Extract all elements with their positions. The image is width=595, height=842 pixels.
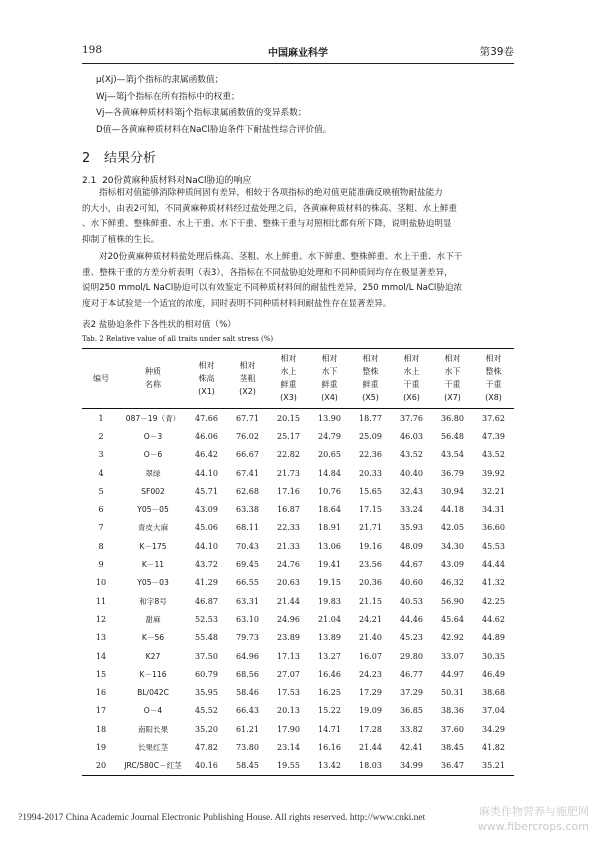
table-cell: 19.41 <box>318 560 341 570</box>
table-cell: 36.80 <box>441 413 464 423</box>
column-header: 相对 茎粗 (X2) <box>239 360 256 396</box>
table-cell: 43.09 <box>441 560 464 570</box>
table-cell: 29.80 <box>400 651 423 661</box>
table-cell: 44.10 <box>195 468 218 478</box>
running-header <box>82 44 514 60</box>
table-row <box>82 610 514 628</box>
table-cell: 24.23 <box>359 669 382 679</box>
table-cell: K27 <box>145 651 161 661</box>
table-cell: 38.68 <box>482 688 505 698</box>
table-row <box>82 482 514 500</box>
table-cell: 79.73 <box>236 633 259 643</box>
table-row <box>82 702 514 720</box>
paragraph-line: 抑制了植株的生长。 <box>82 234 160 245</box>
table-cell: 60.79 <box>195 669 218 679</box>
column-header: 相对 整株 干重 (X8) <box>485 354 502 402</box>
table-row <box>82 757 514 776</box>
journal-title: 中国麻业科学 <box>268 48 328 59</box>
table-row <box>82 555 514 573</box>
table-cell: 20.15 <box>277 413 300 423</box>
table-cell: 45.06 <box>195 523 218 533</box>
subsection-number: 2.1 <box>82 176 97 186</box>
table-cell: 45.64 <box>441 614 464 624</box>
table-cell: 62.68 <box>236 486 259 496</box>
table-cell: 37.50 <box>195 651 218 661</box>
column-header: 种质 名称 <box>145 367 161 389</box>
table-cell: 19.83 <box>318 596 341 606</box>
relative-values-table <box>82 348 514 776</box>
table-cell: 40.60 <box>400 578 423 588</box>
table-cell: JRC/580C－红茎 <box>124 761 182 771</box>
watermark-line: www.fibercrops.com <box>477 820 589 833</box>
table-cell: 3 <box>98 450 104 460</box>
table-cell: 44.46 <box>400 614 423 624</box>
table-cell: 087－19（青） <box>125 413 181 423</box>
table-cell: 50.31 <box>441 688 464 698</box>
table-cell: 42.05 <box>441 523 464 533</box>
volume-label: 第39卷 <box>479 46 514 58</box>
table-cell: 42.25 <box>482 596 505 606</box>
section-number: 2 <box>82 151 91 166</box>
table-cell: 17.28 <box>359 724 382 734</box>
paragraph-line: 的大小，由表2可知，不同黄麻种质材料经过盐处理之后，各黄麻种质材料的株高、茎粗、水上鲜重 <box>82 203 458 214</box>
table-cell: 46.42 <box>195 450 218 460</box>
table-cell: 16.25 <box>318 688 341 698</box>
table-row <box>82 629 514 647</box>
table-row <box>82 738 514 756</box>
table-cell: 36.85 <box>400 706 423 716</box>
table-cell: 34.29 <box>482 724 505 734</box>
table-cell: 67.41 <box>236 468 259 478</box>
table-row <box>82 683 514 701</box>
table-cell: 40.40 <box>400 468 423 478</box>
table-cell: 46.06 <box>195 431 218 441</box>
table-cell: 41.82 <box>482 742 505 752</box>
table-cell: 42.41 <box>400 742 423 752</box>
table-cell: 37.76 <box>400 413 423 423</box>
paragraph-line: 指标相对值能够消除种质间固有差异，相较于各项指标的绝对值更能准确反映植物耐盐能力 <box>99 188 443 198</box>
table-cell: 43.52 <box>482 450 505 460</box>
table-cell: 21.04 <box>318 614 341 624</box>
table-cell: 19.15 <box>318 578 341 588</box>
table-caption-en: Tab. 2 Relative value of all traits under salt stress (%) <box>82 335 274 343</box>
table-cell: 32.43 <box>400 486 423 496</box>
table-cell: 21.33 <box>277 541 300 551</box>
table-cell: 37.29 <box>400 688 423 698</box>
table-row <box>82 427 514 445</box>
column-header: 相对 株高 (X1) <box>198 360 215 396</box>
table-row <box>82 647 514 665</box>
table-cell: 70.43 <box>236 541 259 551</box>
table-cell: 46.32 <box>441 578 464 588</box>
table-cell: 23.56 <box>359 560 382 570</box>
table-row <box>82 592 514 610</box>
section-title: 结果分析 <box>104 151 157 166</box>
table-cell: 10 <box>95 578 107 588</box>
table-cell: 45.53 <box>482 541 505 551</box>
table-cell: 42.92 <box>441 633 464 643</box>
column-header: 相对 水上 干重 (X6) <box>403 354 420 402</box>
table-cell: 27.07 <box>277 669 300 679</box>
table-cell: 21.40 <box>359 633 382 643</box>
table-cell: 61.21 <box>236 724 259 734</box>
table-cell: 15 <box>95 669 107 679</box>
paragraph-line: 度对于本试验是一个适宜的浓度，同时表明不同种质材料间耐盐性存在显著差异。 <box>82 298 392 309</box>
table-row <box>82 574 514 592</box>
table-cell: 青皮大麻 <box>137 523 169 533</box>
table-cell: SF002 <box>141 486 165 496</box>
table-row <box>82 720 514 738</box>
table-cell: 38.36 <box>441 706 464 716</box>
table-cell: 20 <box>95 761 107 771</box>
table-cell: 19 <box>95 742 107 752</box>
table-cell: 甜麻 <box>145 614 161 624</box>
table-cell: 44.10 <box>195 541 218 551</box>
table-cell: 13.42 <box>318 761 341 771</box>
table-cell: 21.44 <box>277 596 300 606</box>
table-cell: 63.38 <box>236 505 259 515</box>
table-cell: 17.13 <box>277 651 300 661</box>
subsection-title: 20份黄麻种质材料对NaCl胁迫的响应 <box>102 176 252 186</box>
table-cell: 45.52 <box>195 706 218 716</box>
table-cell: 17.53 <box>277 688 300 698</box>
table-cell: 44.18 <box>441 505 464 515</box>
table-cell: 25.09 <box>359 431 382 441</box>
table-cell: 64.96 <box>236 651 259 661</box>
table-cell: 19.09 <box>359 706 382 716</box>
table-body <box>82 409 514 776</box>
table-cell: 17.90 <box>277 724 300 734</box>
table-cell: 34.30 <box>441 541 464 551</box>
table-cell: 20.65 <box>318 450 341 460</box>
table-cell: 63.31 <box>236 596 259 606</box>
table-cell: 16.87 <box>277 505 300 515</box>
table-cell: 1 <box>98 413 104 423</box>
table-cell: 18.64 <box>318 505 341 515</box>
table-cell: 21.15 <box>359 596 382 606</box>
table-cell: 33.24 <box>400 505 423 515</box>
table-row <box>82 537 514 555</box>
definition-line: μ(Xj)—第j个指标的隶属函数值； <box>96 75 224 85</box>
table-cell: 56.90 <box>441 596 464 606</box>
table-cell: 40.16 <box>195 761 218 771</box>
table-cell: 73.80 <box>236 742 259 752</box>
table-cell: 47.82 <box>195 742 218 752</box>
table-cell: 23.14 <box>277 742 300 752</box>
table-cell: 66.43 <box>236 706 259 716</box>
table-cell: 13.89 <box>318 633 341 643</box>
table-cell: 18.03 <box>359 761 382 771</box>
table-cell: 18.91 <box>318 523 341 533</box>
table-cell: 22.33 <box>277 523 300 533</box>
table-cell: 23.89 <box>277 633 300 643</box>
table-cell: 68.11 <box>236 523 259 533</box>
table-cell: 46.03 <box>400 431 423 441</box>
table-cell: 11 <box>95 596 107 606</box>
table-cell: 17.29 <box>359 688 382 698</box>
table-header-row <box>82 349 514 409</box>
definition-line: D值—各黄麻种质材料在NaCl胁迫条件下耐盐性综合评价值。 <box>96 124 332 135</box>
table-cell: K－11 <box>141 560 165 570</box>
table-cell: 17 <box>95 706 107 716</box>
page-number: 198 <box>82 44 103 56</box>
table-cell: 56.48 <box>441 431 464 441</box>
table-cell: O－6 <box>143 450 163 460</box>
paragraph-1 <box>82 186 514 248</box>
table-cell: 6 <box>98 505 104 515</box>
table-cell: K－175 <box>139 541 167 551</box>
table-cell: 58.46 <box>236 688 259 698</box>
table-cell: 19.16 <box>359 541 382 551</box>
paragraph-line: 说明250 mmol/L NaCl胁迫可以有效鉴定不同种质材料间的耐盐性差异，250 mmol/L NaCl胁迫浓 <box>82 283 463 293</box>
table-cell: 翠绿 <box>145 468 161 478</box>
table-cell: 2 <box>98 431 104 441</box>
table-cell: 67.71 <box>236 413 259 423</box>
table-cell: O－4 <box>143 706 163 716</box>
table-cell: 35.20 <box>195 724 218 734</box>
table-cell: 46.87 <box>195 596 218 606</box>
table-cell: 15.65 <box>359 486 382 496</box>
paragraph-line: 重、整株干重的方差分析表明（表3），各指标在不同盐胁迫处理和不同种质间均存在极显著差异， <box>82 267 453 278</box>
table-cell: 长果红茎 <box>137 742 169 752</box>
watermark-line: 麻类作物营养与施肥网 <box>479 805 589 818</box>
table-cell: 13.90 <box>318 413 341 423</box>
section-heading <box>82 147 156 166</box>
table-cell: 37.62 <box>482 413 505 423</box>
table-cell: 20.36 <box>359 578 382 588</box>
table-cell: 45.23 <box>400 633 423 643</box>
table-cell: 35.93 <box>400 523 423 533</box>
table-cell: 32.21 <box>482 486 505 496</box>
table-caption-cn: 表2 盐胁迫条件下各性状的相对值（%） <box>82 320 236 330</box>
table-cell: 41.32 <box>482 578 505 588</box>
table-cell: 16.46 <box>318 669 341 679</box>
table-cell: 16.16 <box>318 742 341 752</box>
table-cell: 24.76 <box>277 560 300 570</box>
table-cell: 48.09 <box>400 541 423 551</box>
definition-line: Wj—第j个指标在所有指标中的权重； <box>96 91 240 102</box>
table-cell: 19.55 <box>277 761 300 771</box>
table-cell: 35.95 <box>195 688 218 698</box>
table-cell: 15.22 <box>318 706 341 716</box>
column-header: 相对 整株 鲜重 (X5) <box>362 354 379 402</box>
table-cell: 16.07 <box>359 651 382 661</box>
table-cell: 66.67 <box>236 450 259 460</box>
table-cell: 17.16 <box>277 486 300 496</box>
table-cell: 21.73 <box>277 468 300 478</box>
paragraph-line: 、水下鲜重、整株鲜重、水上干重、水下干重、整株干重与对照相比都有所下降，说明盐胁迫明显 <box>82 219 452 229</box>
table-cell: 76.02 <box>236 431 259 441</box>
table-cell: 55.48 <box>195 633 218 643</box>
table-cell: 18.77 <box>359 413 382 423</box>
table-cell: 39.92 <box>482 468 505 478</box>
table-cell: 37.60 <box>441 724 464 734</box>
table-cell: 66.55 <box>236 578 259 588</box>
paragraph-line: 对20份黄麻种质材料盐处理后株高、茎粗、水上鲜重、水下鲜重、整株鲜重、水上干重、水下干 <box>99 252 463 262</box>
table-row <box>82 446 514 464</box>
table-cell: 46.49 <box>482 669 505 679</box>
table-cell: 33.82 <box>400 724 423 734</box>
table-cell: 36.79 <box>441 468 464 478</box>
table-cell: 30.94 <box>441 486 464 496</box>
table-cell: 13.27 <box>318 651 341 661</box>
table-cell: 22.36 <box>359 450 382 460</box>
table-cell: 和字8号 <box>139 596 167 606</box>
variable-definitions <box>96 72 332 138</box>
table-cell: 20.13 <box>277 706 300 716</box>
subsection-heading <box>82 173 252 186</box>
table-row <box>82 665 514 683</box>
table-cell: 20.33 <box>359 468 382 478</box>
table-cell: 30.35 <box>482 651 505 661</box>
table-cell: 21.71 <box>359 523 382 533</box>
definition-line: Vj—各黄麻种质材料第j个指标隶属函数值的变异系数； <box>96 108 307 118</box>
table-cell: 13 <box>95 633 107 643</box>
table-cell: 24.21 <box>359 614 382 624</box>
table-cell: 37.04 <box>482 706 505 716</box>
table-row <box>82 409 514 428</box>
site-watermark <box>478 804 589 834</box>
copyright-footer: ?1994-2017 China Academic Journal Electronic Publishing House. All rights reserved. http://www.cnki.net <box>18 813 426 823</box>
table-cell: 8 <box>98 541 104 551</box>
column-header: 相对 水下 干重 (X7) <box>444 354 461 402</box>
table-cell: 22.82 <box>277 450 300 460</box>
table-cell: 36.60 <box>482 523 505 533</box>
table-cell: 44.62 <box>482 614 505 624</box>
table-cell: 63.10 <box>236 614 259 624</box>
table-cell: 16 <box>95 688 107 698</box>
table-cell: 44.89 <box>482 633 505 643</box>
table-cell: 58.45 <box>236 761 259 771</box>
table-cell: 47.39 <box>482 431 505 441</box>
table-cell: Y05－03 <box>137 578 169 588</box>
table-cell: K－116 <box>139 669 167 679</box>
table-cell: K－56 <box>141 633 165 643</box>
table-cell: O－3 <box>143 431 163 441</box>
table-cell: 34.99 <box>400 761 423 771</box>
table-cell: 43.52 <box>400 450 423 460</box>
table-cell: 南阳长果 <box>137 724 169 734</box>
column-header: 相对 水上 鲜重 (X3) <box>280 354 297 402</box>
table-cell: 14 <box>95 651 107 661</box>
table-cell: 20.63 <box>277 578 300 588</box>
table-cell: 44.97 <box>441 669 464 679</box>
table-cell: 44.67 <box>400 560 423 570</box>
table-cell: BL/042C <box>137 688 169 698</box>
table-cell: 40.53 <box>400 596 423 606</box>
table-cell: 38.45 <box>441 742 464 752</box>
table-cell: 46.77 <box>400 669 423 679</box>
table-cell: 12 <box>95 614 107 624</box>
table-cell: 44.44 <box>482 560 505 570</box>
table-cell: 52.53 <box>195 614 218 624</box>
table-row <box>82 519 514 537</box>
table-cell: 35.21 <box>482 761 505 771</box>
table-cell: 14.84 <box>318 468 341 478</box>
table-cell: 4 <box>98 468 104 478</box>
table-cell: 43.54 <box>441 450 464 460</box>
table-cell: 10.76 <box>318 486 341 496</box>
table-cell: 33.07 <box>441 651 464 661</box>
table-cell: 68.56 <box>236 669 259 679</box>
table-cell: 36.47 <box>441 761 464 771</box>
paragraph-2 <box>82 250 514 312</box>
table-cell: 9 <box>98 560 104 570</box>
table-cell: 45.71 <box>195 486 218 496</box>
table-cell: 13.06 <box>318 541 341 551</box>
table-cell: 47.66 <box>195 413 218 423</box>
table-cell: 14.71 <box>318 724 341 734</box>
table-cell: 17.15 <box>359 505 382 515</box>
table-cell: 43.72 <box>195 560 218 570</box>
column-header: 编号 <box>93 373 109 383</box>
table-cell: 25.17 <box>277 431 300 441</box>
table-cell: 69.45 <box>236 560 259 570</box>
table-cell: 7 <box>98 523 104 533</box>
table-cell: 24.96 <box>277 614 300 624</box>
table-row <box>82 500 514 518</box>
table-cell: 21.44 <box>359 742 382 752</box>
table-cell: 5 <box>98 486 104 496</box>
table-cell: 24.79 <box>318 431 341 441</box>
table-row <box>82 464 514 482</box>
table-cell: 34.31 <box>482 505 505 515</box>
table-cell: Y05－05 <box>137 505 169 515</box>
table-cell: 41.29 <box>195 578 218 588</box>
header-rule <box>82 63 514 64</box>
table-cell: 18 <box>95 724 107 734</box>
table-cell: 43.09 <box>195 505 218 515</box>
column-header: 相对 水下 鲜重 (X4) <box>321 354 338 402</box>
